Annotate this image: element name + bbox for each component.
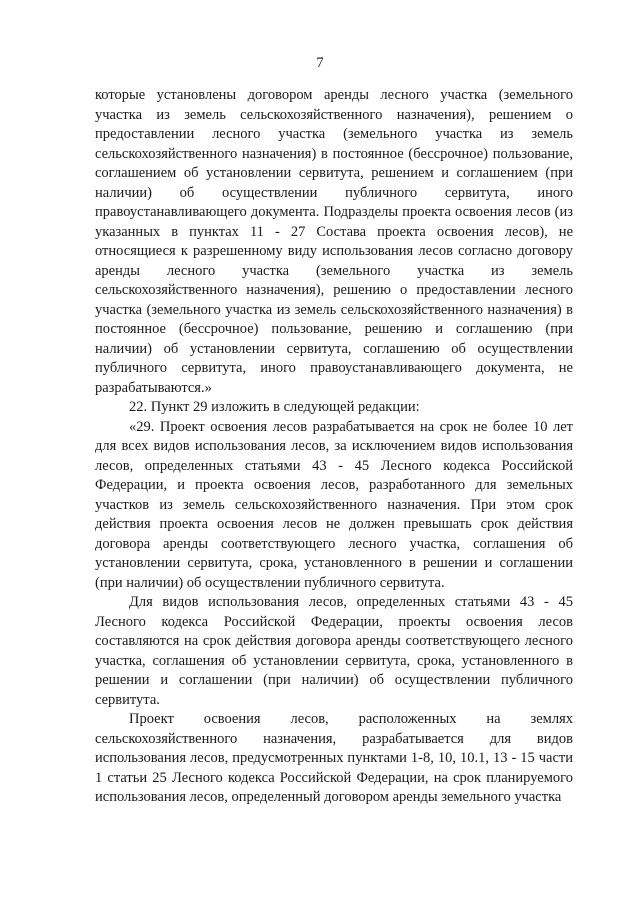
document-body <box>95 86 573 808</box>
paragraph-articles-43-45: Для видов использования лесов, определенных статьями 43 - 45 Лесного кодекса Российской Федерации, проекты освоения лесов составляются на срок действия договора аренды соответствующего лесного участка, соглашения об установлении сервитута, срока, установленного в решении и соглашении (при наличии) об осуществлении публичного сервитута. <box>95 594 573 708</box>
paragraph-item-29: «29. Проект освоения лесов разрабатывается на срок не более 10 лет для всех видов использования лесов, за исключением видов использования лесов, определенных статьями 43 - 45 Лесного кодекса Российской Федерации, и проекта освоения лесов, разработанного для земельных участков из земель сельскохозяйственного назначения. При этом срок действия проекта освоения лесов не должен превышать срок действия договора аренды соответствующего лесного участка, соглашения об установлении сервитута, срока, установленного в решении и соглашении (при наличии) об осуществлении публичного сервитута. <box>95 418 573 591</box>
page-number: 7 <box>316 55 324 71</box>
paragraph-agricultural-lands: Проект освоения лесов, расположенных на землях сельскохозяйственного назначения, разрабатывается для видов использования лесов, предусмотренных пунктами 1-8, 10, 10.1, 13 - 15 части 1 статьи 25 Лесного кодекса Российской Федерации, на срок планируемого использования лесов, определенный договором аренды земельного участка <box>95 711 573 805</box>
paragraph-continuation: которые установлены договором аренды лесного участка (земельного участка из земель сельскохозяйственного назначения), решением о предоставлении лесного участка (земельного участка из земель сельскохозяйственного назначения) в постоянное (бессрочное) пользование, соглашением об установлении сервитута, решением и соглашением (при наличии) об осуществлении публичного сервитута, иного правоустанавливающего документа. Подразделы проекта освоения лесов (из указанных в пунктах 11 - 27 Состава проекта освоения лесов), не относящиеся к разрешенному виду использования лесов согласно договору аренды лесного участка (земельного участка из земель сельскохозяйственного назначения), решению о предоставлении лесного участка (земельного участка из земель сельскохозяйственного назначения) в постоянное (бессрочное) пользование, решению и соглашению (при наличии) об установлении сервитута, соглашению об осуществлении публичного сервитута, иного правоустанавливающего документа, не разрабатываются.» <box>95 87 573 396</box>
paragraph-item-22: 22. Пункт 29 изложить в следующей редакции: <box>129 399 420 415</box>
